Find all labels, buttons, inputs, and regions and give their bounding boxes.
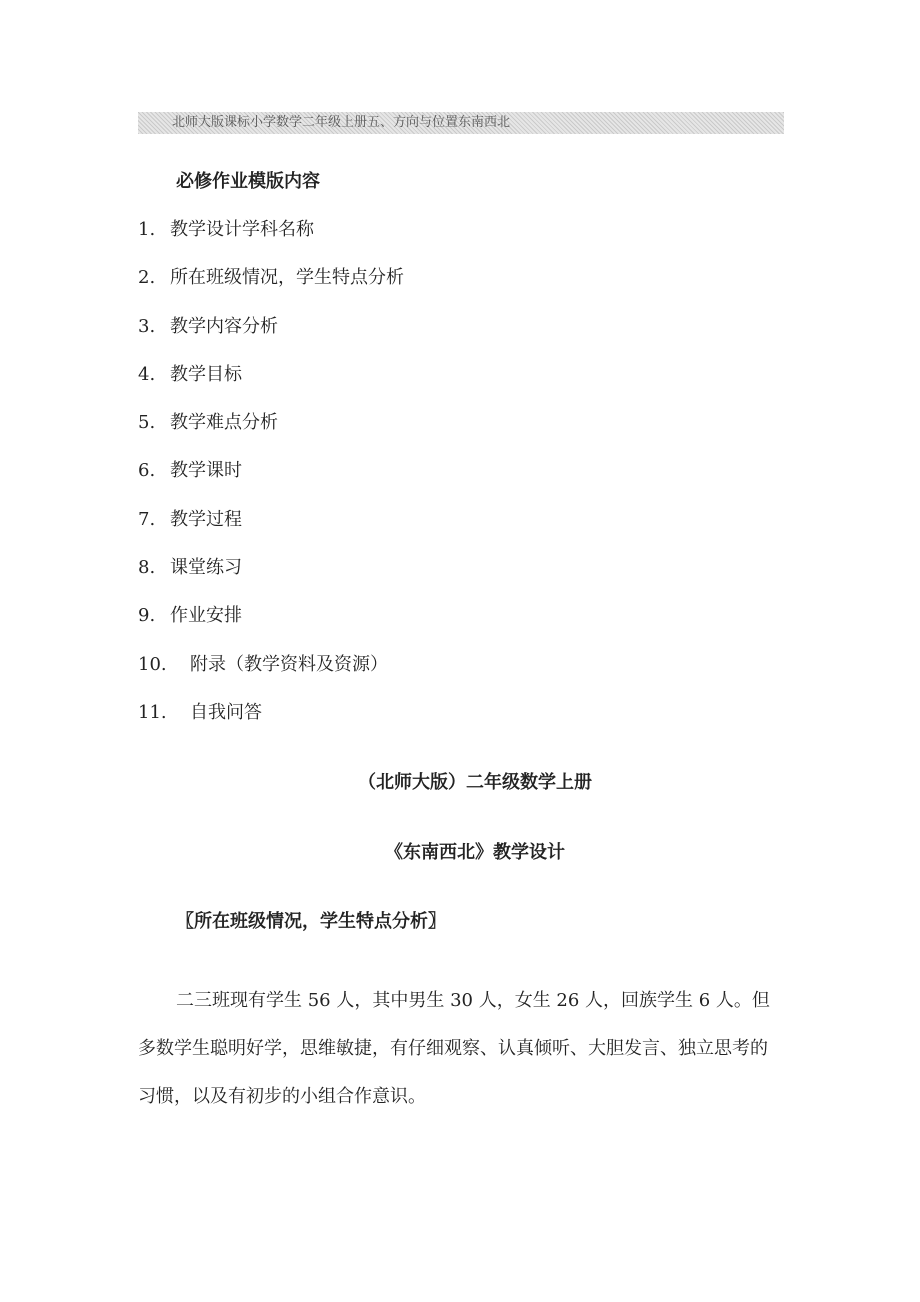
item-label: 所在班级情况，学生特点分析 [170, 267, 404, 289]
item-label: 教学难点分析 [170, 412, 278, 434]
item-label: 作业安排 [170, 605, 242, 627]
item-number: 5. [138, 412, 156, 434]
list-item [138, 554, 404, 602]
list-item [138, 457, 404, 505]
list-item [138, 361, 404, 409]
item-number: 6. [138, 460, 156, 482]
item-number: 1. [138, 219, 156, 240]
item-number: 4. [138, 363, 156, 385]
item-label: 教学课时 [170, 460, 242, 482]
list-item [138, 409, 404, 457]
template-item-list [138, 216, 404, 747]
item-number: 2. [138, 267, 156, 289]
list-item [138, 313, 404, 361]
template-title: 必修作业模版内容 [176, 171, 320, 192]
item-number: 9. [138, 605, 156, 627]
list-item [138, 264, 404, 312]
item-number: 8. [138, 557, 156, 579]
document-header: 北师大版课标小学数学二年级上册五、方向与位置东南西北 [172, 115, 511, 130]
list-item [138, 602, 404, 650]
item-number: 3. [138, 315, 156, 337]
item-label: 附录（教学资料及资源） [190, 653, 388, 675]
list-item [138, 699, 404, 747]
item-number: 11. [138, 701, 167, 723]
item-number: 7. [138, 508, 156, 530]
item-label: 教学目标 [170, 363, 242, 385]
header-band [138, 112, 784, 134]
section-heading: 〖所在班级情况，学生特点分析〗 [176, 911, 446, 932]
item-label: 教学过程 [170, 508, 242, 530]
item-label: 教学设计学科名称 [170, 219, 314, 240]
lesson-series-title: （北师大版）二年级数学上册 [358, 772, 592, 793]
item-label: 课堂练习 [170, 557, 242, 579]
list-item [138, 651, 404, 699]
item-label: 自我问答 [190, 701, 262, 723]
class-analysis-paragraph: 二三班现有学生 56 人，其中男生 30 人，女生 26 人，回族学生 6 人。但多数学生聪明好学，思维敏捷，有仔细观察、认真倾听、大胆发言、独立思考的习惯，以及有初步的小组合作意识。 [138, 990, 770, 1107]
list-item [138, 506, 404, 554]
item-number: 10. [138, 653, 167, 675]
lesson-design-title: 《东南西北》教学设计 [385, 842, 565, 863]
item-label: 教学内容分析 [170, 315, 278, 337]
list-item [138, 216, 404, 264]
